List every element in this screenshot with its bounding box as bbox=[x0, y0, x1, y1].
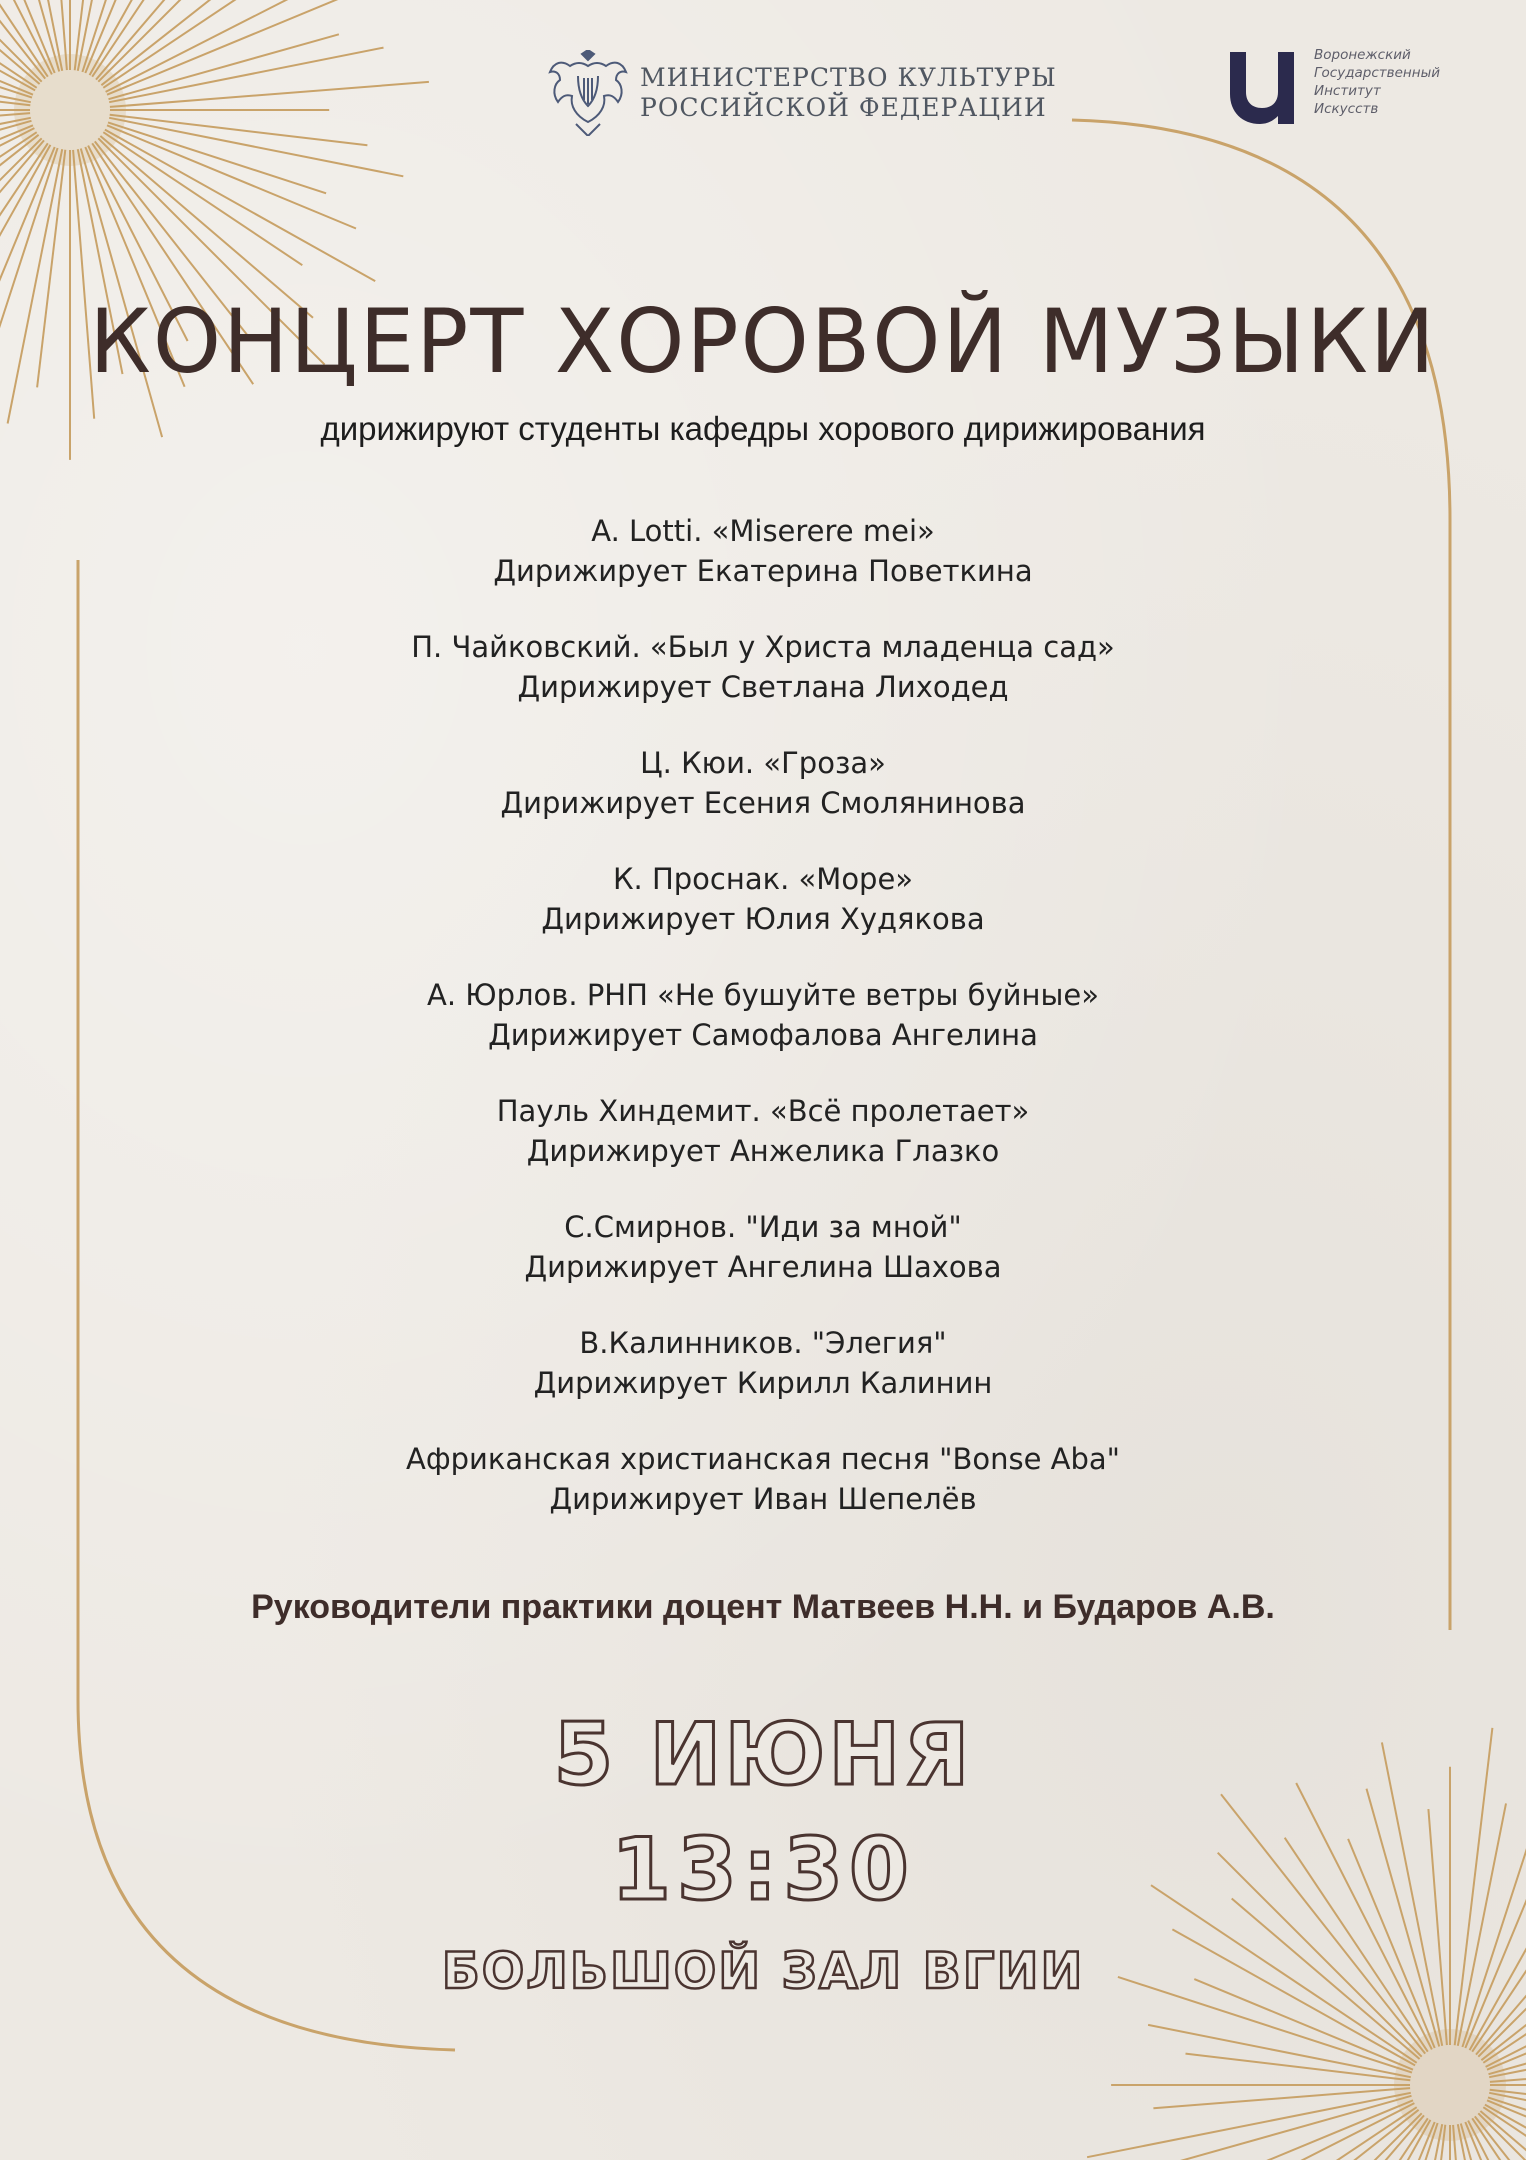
ministry-line-1: МИНИСТЕРСТВО КУЛЬТУРЫ bbox=[640, 63, 1057, 92]
program-conductor: Дирижирует Кирилл Калинин bbox=[533, 1365, 993, 1400]
sunburst-ray bbox=[109, 118, 403, 177]
sunburst-ray bbox=[1186, 2054, 1411, 2081]
sunburst-ray bbox=[85, 0, 208, 73]
sunburst-ray bbox=[1203, 2113, 1422, 2160]
program-conductor: Дирижирует Светлана Лиходед bbox=[517, 669, 1009, 704]
program-item bbox=[0, 1208, 1526, 1287]
practice-leaders: Руководители практики доцент Матвеев Н.Н. и Бударов А.В. bbox=[251, 1588, 1275, 1626]
sunburst-glow bbox=[1394, 2029, 1506, 2141]
sunburst-ray bbox=[103, 132, 302, 265]
program-piece: Пауль Хиндемит. «Всё пролетает» bbox=[496, 1094, 1030, 1128]
program-list bbox=[0, 512, 1526, 1556]
concert-title: КОНЦЕРТ ХОРОВОЙ МУЗЫКИ bbox=[89, 290, 1437, 393]
sunburst-ray bbox=[109, 34, 339, 99]
sunburst-ray bbox=[107, 125, 356, 228]
vgii-name bbox=[1314, 46, 1440, 118]
program-piece: Ц. Кюи. «Гроза» bbox=[640, 746, 886, 780]
program-piece: П. Чайковский. «Был у Христа младенца сад» bbox=[411, 630, 1115, 664]
ministry-logo bbox=[548, 48, 1057, 138]
concert-venue: БОЛЬШОЙ ЗАЛ ВГИИ bbox=[441, 1942, 1085, 2000]
program-piece: В.Калинников. "Элегия" bbox=[579, 1326, 947, 1360]
concert-time: 13:30 bbox=[611, 1820, 915, 1920]
vgii-logo bbox=[1226, 46, 1440, 126]
concert-date: 5 ИЮНЯ bbox=[553, 1705, 973, 1805]
program-piece: К. Проснак. «Море» bbox=[612, 862, 914, 896]
vgii-line-4: Искусств bbox=[1314, 101, 1379, 117]
sunburst-ray bbox=[110, 115, 368, 146]
sunburst-glow bbox=[14, 54, 126, 166]
ministry-name bbox=[640, 63, 1057, 123]
program-item bbox=[0, 1324, 1526, 1403]
program-piece: Африканская христианская песня "Bonse Aba" bbox=[405, 1442, 1120, 1476]
sunburst-ray bbox=[0, 128, 34, 269]
vgii-line-1: Воронежский bbox=[1314, 47, 1411, 63]
program-conductor: Дирижирует Ангелина Шахова bbox=[524, 1249, 1002, 1284]
sunburst-ray bbox=[1233, 2110, 1419, 2160]
program-conductor: Дирижирует Есения Смолянинова bbox=[500, 785, 1026, 820]
double-headed-eagle-lyre-icon bbox=[548, 50, 628, 136]
sunburst-ray bbox=[1153, 2088, 1410, 2108]
ministry-line-2: РОССИЙСКОЙ ФЕДЕРАЦИИ bbox=[640, 93, 1047, 122]
program-piece: А. Юрлов. РНП «Не бушуйте ветры буйные» bbox=[427, 978, 1099, 1012]
program-conductor: Дирижирует Юлия Худякова bbox=[541, 901, 985, 936]
program-item bbox=[0, 1440, 1526, 1519]
vgii-logo-mark bbox=[1226, 46, 1298, 126]
vgii-line-3: Институт bbox=[1314, 83, 1381, 99]
sunburst-ray bbox=[1130, 2103, 1415, 2160]
program-piece: С.Смирнов. "Иди за мной" bbox=[564, 1210, 962, 1244]
program-item bbox=[0, 976, 1526, 1055]
program-piece: A. Lotti. «Miserere mei» bbox=[591, 514, 935, 548]
vgii-line-2: Государственный bbox=[1314, 65, 1441, 81]
program-item bbox=[0, 512, 1526, 591]
program-conductor: Дирижирует Екатерина Поветкина bbox=[493, 553, 1033, 588]
program-item bbox=[0, 860, 1526, 939]
concert-subtitle: дирижируют студенты кафедры хорового дирижирования bbox=[320, 410, 1206, 447]
program-conductor: Дирижирует Иван Шепелёв bbox=[549, 1481, 977, 1516]
program-item bbox=[0, 628, 1526, 707]
sunburst-ray bbox=[1087, 2093, 1411, 2157]
program-item bbox=[0, 1092, 1526, 1171]
program-conductor: Дирижирует Анжелика Глазко bbox=[526, 1133, 1000, 1168]
program-item bbox=[0, 744, 1526, 823]
program-conductor: Дирижирует Самофалова Ангелина bbox=[488, 1017, 1038, 1052]
sunburst-ray bbox=[1134, 2096, 1412, 2160]
sunburst-ray bbox=[90, 0, 212, 75]
